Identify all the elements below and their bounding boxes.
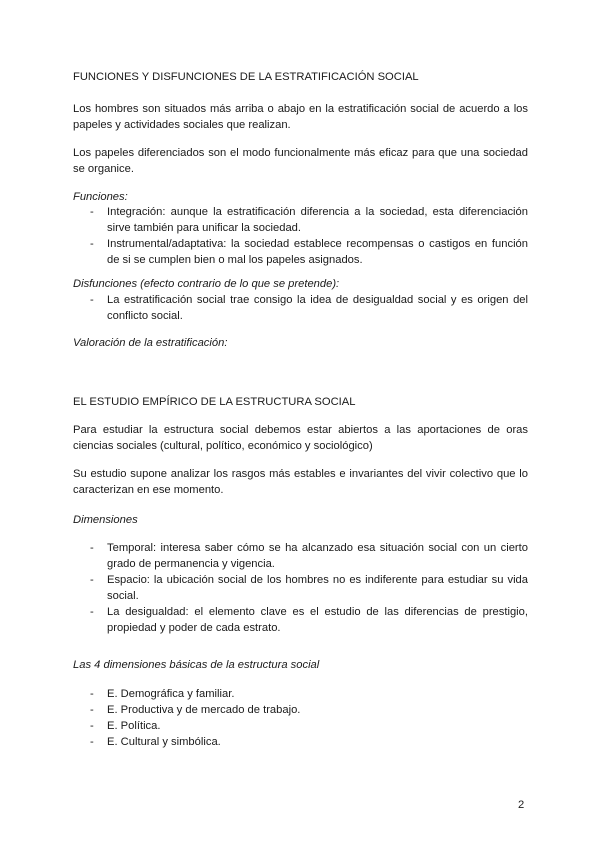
dimensiones-list <box>73 540 528 636</box>
list-item: - Temporal: interesa saber cómo se ha alcanzado esa situación social con un cierto grado de permanencia y vigencia. <box>73 540 528 572</box>
subheading-cuatro-dimensiones: Las 4 dimensiones básicas de la estructura social <box>73 659 320 671</box>
funciones-list <box>73 204 528 268</box>
list-item: - E. Política. <box>73 718 528 734</box>
disfunciones-list <box>73 292 528 324</box>
paragraph: Su estudio supone analizar los rasgos más estables e invariantes del vivir colectivo que lo caracterizan en ese momento. <box>73 468 528 496</box>
paragraph: Los hombres son situados más arriba o abajo en la estratificación social de acuerdo a los papeles y actividades sociales que realizan. <box>73 103 528 131</box>
section-heading-estudio: EL ESTUDIO EMPÍRICO DE LA ESTRUCTURA SOCIAL <box>73 396 356 408</box>
list-item: - Integración: aunque la estratificación diferencia a la sociedad, esta diferenciación sirve también para unificar la sociedad. <box>73 204 528 236</box>
list-item: - E. Cultural y simbólica. <box>73 734 528 750</box>
cuatro-dimensiones-list <box>73 686 528 750</box>
page-number: 2 <box>518 799 525 811</box>
subheading-dimensiones: Dimensiones <box>73 514 138 526</box>
section-heading-funciones: FUNCIONES Y DISFUNCIONES DE LA ESTRATIFICACIÓN SOCIAL <box>73 71 419 83</box>
subheading-disfunciones: Disfunciones (efecto contrario de lo que se pretende): <box>73 278 340 290</box>
subheading-valoracion: Valoración de la estratificación: <box>73 337 228 349</box>
list-item: - E. Demográfica y familiar. <box>73 686 528 702</box>
paragraph: Para estudiar la estructura social debemos estar abiertos a las aportaciones de oras ciencias sociales (cultural, político, económico y sociológico) <box>73 424 528 452</box>
list-item: - E. Productiva y de mercado de trabajo. <box>73 702 528 718</box>
list-item: - La desigualdad: el elemento clave es el estudio de las diferencias de prestigio, propiedad y poder de cada estrato. <box>73 604 528 636</box>
list-item: - Instrumental/adaptativa: la sociedad establece recompensas o castigos en función de si se cumplen bien o mal los papeles asignados. <box>73 236 528 268</box>
paragraph: Los papeles diferenciados son el modo funcionalmente más eficaz para que una sociedad se organice. <box>73 147 528 175</box>
list-item: - Espacio: la ubicación social de los hombres no es indiferente para estudiar su vida social. <box>73 572 528 604</box>
list-item: - La estratificación social trae consigo la idea de desigualdad social y es origen del conflicto social. <box>73 292 528 324</box>
subheading-funciones: Funciones: <box>73 191 128 203</box>
